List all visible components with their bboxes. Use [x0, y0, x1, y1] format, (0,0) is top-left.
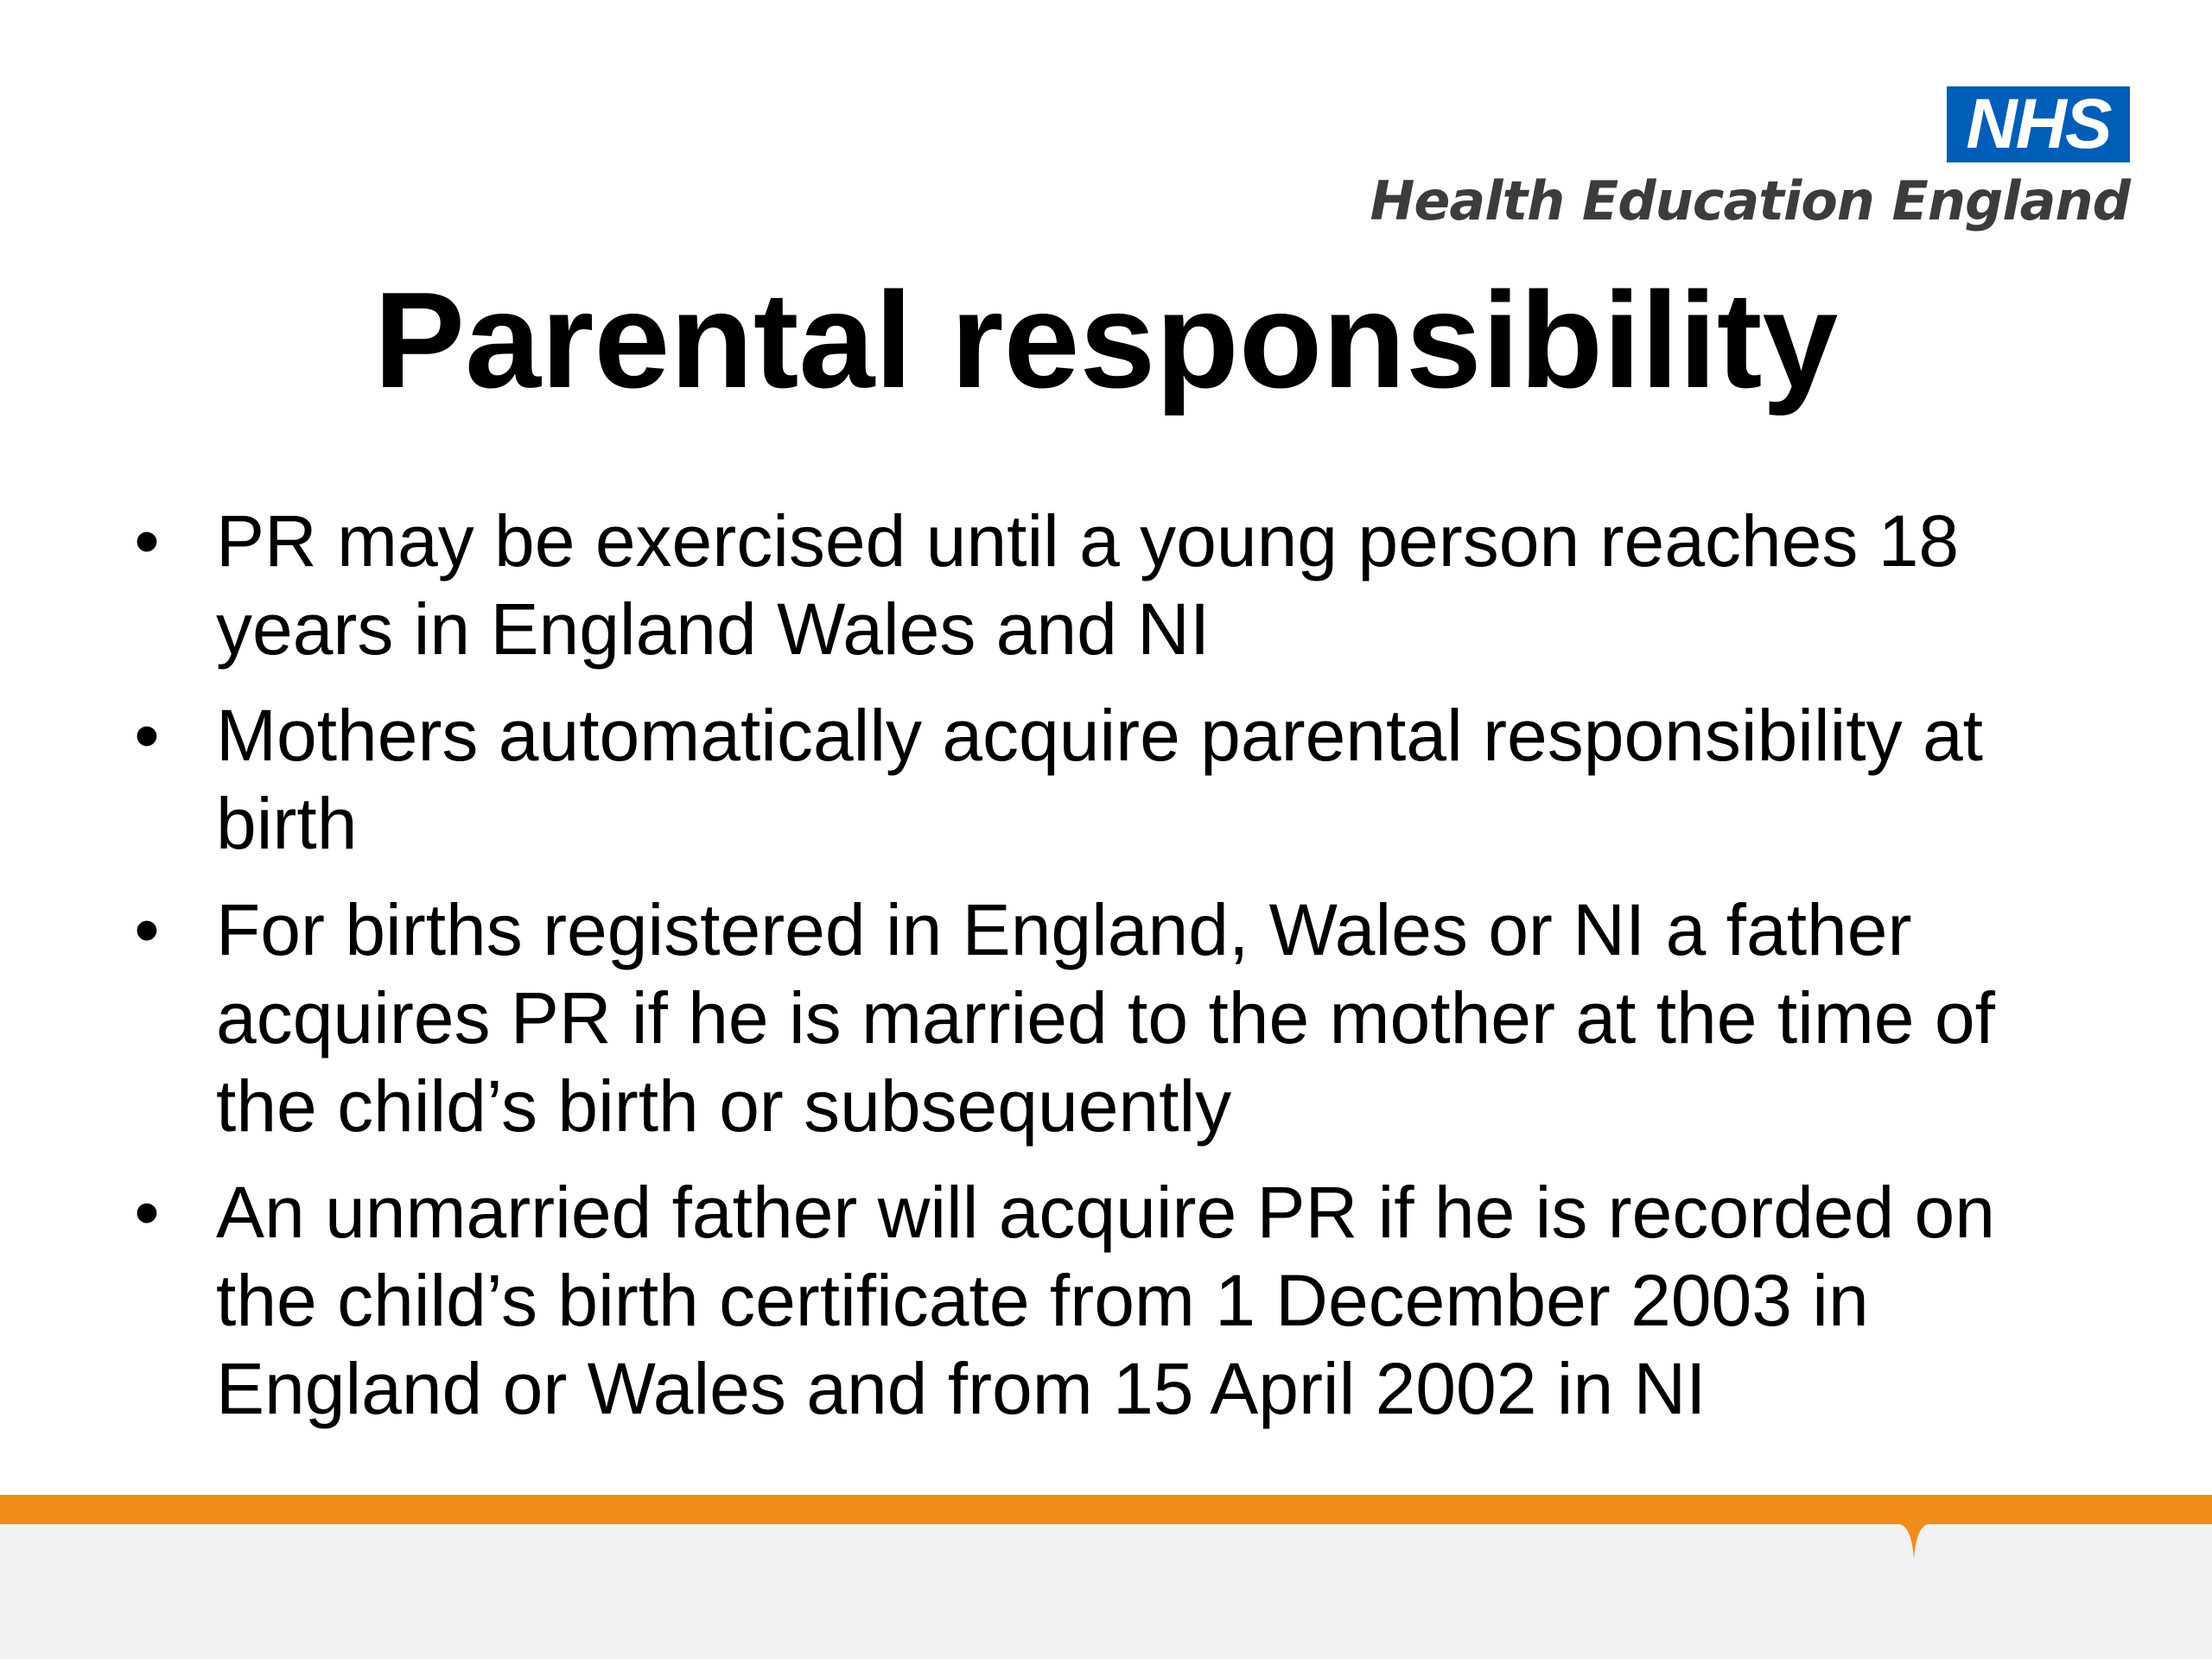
bullet-list: [130, 497, 2074, 1451]
bullet-dot: •: [134, 889, 160, 970]
slide-title: Parental responsibility: [373, 264, 1839, 416]
footer-notch-decoration: [1866, 1521, 1961, 1562]
nhs-logo-box: [1947, 86, 2130, 162]
nhs-hee-logo: [1370, 86, 2130, 242]
bullet-item: [130, 497, 2074, 673]
bullet-text: For births registered in England, Wales or NI a father acquires PR if he is married to the mother at the time of the child’s birth or subsequently: [216, 889, 1995, 1147]
bullet-text: PR may be exercised until a young person reaches 18 years in England Wales and NI: [216, 500, 1960, 670]
bullet-item: [130, 691, 2074, 868]
organisation-name: Health Education England: [1370, 169, 2130, 232]
bullet-dot: •: [134, 695, 160, 776]
bullet-dot: •: [134, 1172, 160, 1253]
footer-accent-line: [0, 1495, 2212, 1524]
bullet-text: Mothers automatically acquire parental responsibility at birth: [216, 695, 1983, 864]
bullet-dot: •: [134, 500, 160, 582]
bullet-item: [130, 886, 2074, 1150]
bullet-item: [130, 1168, 2074, 1433]
bullet-text: An unmarried father will acquire PR if he is recorded on the child’s birth certificate from 1 December 2003 in England or Wales and from 15 April 2002 in NI: [216, 1172, 1995, 1429]
nhs-logo-text: NHS: [1966, 85, 2111, 163]
